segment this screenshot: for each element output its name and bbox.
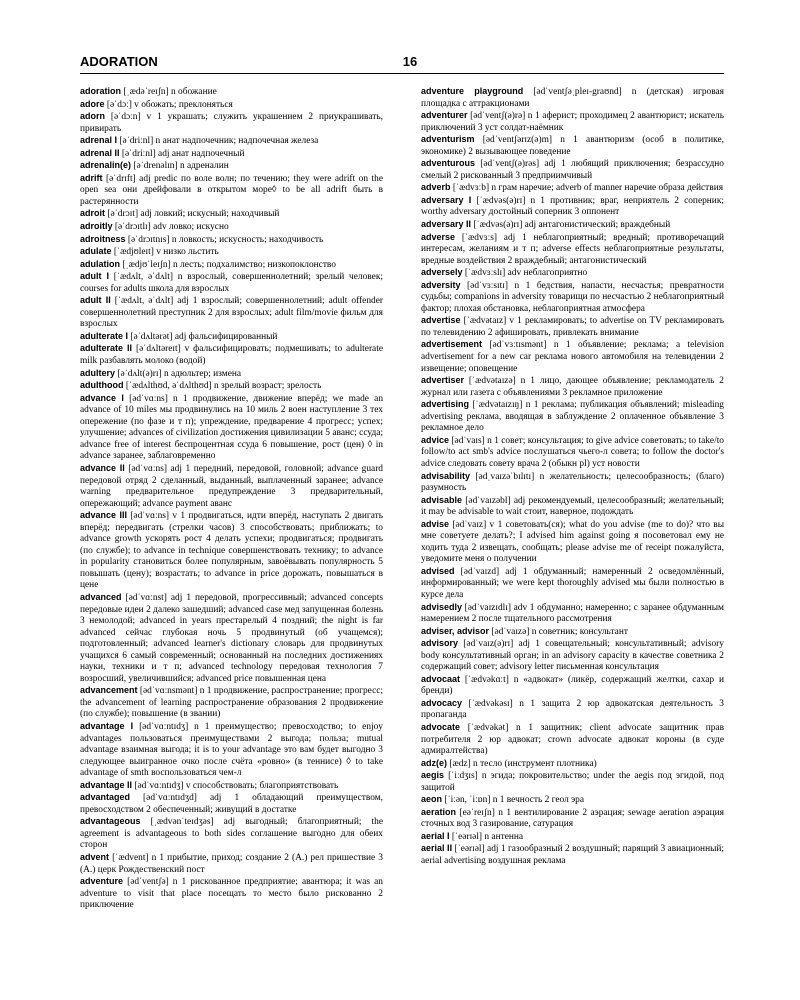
entry-headword: adventurous <box>421 158 476 169</box>
entry-headword: advised <box>421 565 455 576</box>
entry-headword: advancement <box>80 685 138 696</box>
entry-definition: [ˈædʌlt, əˈdʌlt] n взрослый, совершеннолетний; зрелый человек; courses for adults школа для взрослых <box>80 272 383 294</box>
entry-definition: [əˈdʌlt(ə)rɪ] n адюльтер; измена <box>115 368 242 379</box>
dictionary-entry <box>80 295 383 331</box>
dictionary-entry <box>421 519 724 566</box>
dictionary-entry <box>421 182 724 195</box>
entry-definition: [ˈædvɜːs] adj 1 неблагоприятный; вредный; противоречащий интересам, желаниям и т п; adverse effects неблагоприятные результаты, вредные воздействия 2 враждебный; антагонистический <box>421 232 724 266</box>
guide-word: ADORATION <box>80 54 158 69</box>
entry-definition: [əˈdʌltəreɪt] v фальсифицировать; подмешивать; to adulterate milk разбавлять молоко (водой) <box>80 344 383 367</box>
dictionary-entry <box>80 510 383 592</box>
dictionary-entry <box>421 219 724 232</box>
dictionary-entry <box>80 393 383 463</box>
entry-headword: adult I <box>80 271 109 282</box>
entry-headword: advantaged <box>80 792 131 803</box>
dictionary-entry <box>80 111 383 135</box>
entry-definition: [ədˈventʃərɪz(ə)m] n 1 авантюризм (особ в политике, экономике) 2 вызывающее поведение <box>421 135 724 157</box>
entry-headword: adversary II <box>421 219 472 230</box>
entry-headword: advance II <box>80 462 125 473</box>
dictionary-entry <box>80 368 383 381</box>
entry-definition: [ædz] n тесло (инструмент плотника) <box>447 758 597 769</box>
dictionary-entry <box>421 435 724 471</box>
dictionary-entry <box>421 602 724 626</box>
entry-headword: adversely <box>421 267 463 278</box>
entry-definition: [əˈdrɔɪtlɪ] adv ловко; искусно <box>112 222 229 233</box>
entry-definition: [ˈædvəkɑːt] n «адвокат» (ликёр, содержащий желтки, сахар и бренди) <box>421 674 724 697</box>
entry-headword: advance I <box>80 392 124 403</box>
dictionary-entry <box>421 195 724 219</box>
entry-definition: [ədˈventʃəˌpleɪ-graʊnd] n (детская) игровая площадка с аттракционами <box>421 87 724 109</box>
entry-definition: [ədˈvaɪz(ə)rɪ] adj 1 совещательный; консультативный; advisory body консультативный орган; in an advisory capacity в качестве советника 2 содержащий совет; advisory letter письменная консультация <box>421 639 724 673</box>
dictionary-entry <box>80 852 383 876</box>
entry-definition: [ədˈvaɪzə] n советник; консультант <box>489 626 628 637</box>
dictionary-entry <box>421 698 724 722</box>
entry-definition: [ədˈvaɪs] n 1 совет; консультация; to give advice советовать; to take/to follow/to act smb's advice послушаться чьего-л совета; to follow the doctor's advice следовать совету врача 2 (обыкн pl) уст новости <box>421 435 724 469</box>
dictionary-entry <box>80 592 383 685</box>
entry-headword: adorn <box>80 111 106 122</box>
entry-headword: aerial I <box>421 830 450 841</box>
entry-definition: [ədˈvɜːsɪtɪ] n 1 бедствия, напасти, несчастья; превратности судьбы; companions in adversity товарищи по несчастью 2 неблагоприятный фактор; плохая обстановка, неблагоприятная атмосфера <box>421 280 724 314</box>
entry-definition: [ədˈvɜːtɪsmənt] n 1 объявление; реклама; a television advertisement for a new car реклама нового автомобиля на телевидении 2 извещение; оповещение <box>421 340 724 374</box>
entry-definition: [ˈædvɜːslɪ] adv неблагоприятно <box>462 268 588 279</box>
dictionary-entry <box>80 173 383 209</box>
entry-definition: [əˈdʌltərət] adj фальсифицированный <box>128 331 278 342</box>
dictionary-entry <box>80 792 383 816</box>
dictionary-entry <box>80 99 383 112</box>
entry-headword: advice <box>421 434 450 445</box>
dictionary-entry <box>421 158 724 182</box>
right-column <box>421 86 724 868</box>
dictionary-entry <box>80 259 383 272</box>
dictionary-entry <box>80 160 383 173</box>
dictionary-entry <box>421 638 724 674</box>
entry-definition: [ədˈvɑːntɪdʒd] adj 1 обладающий преимуществом, превосходством 2 обеспеченный; живущий в достатке <box>80 793 383 815</box>
entry-headword: adulate <box>80 246 112 257</box>
entry-definition: [əˈdrɪft] adj predic по воле волн; по течению; they were adrift on the open sea они дрейфовали в открытом море◊ to be all adrift быть в растерянности <box>80 173 383 207</box>
entry-definition: [ədˌvaɪzəˈbɪlɪtɪ] n желательность; целесообразность; (благо) разумность <box>421 471 724 494</box>
entry-definition: [ədˈvɑːnst] adj 1 передовой, прогрессивный; advanced concepts передовые идеи 2 далеко зашедший; advanced case мед запущенная болезнь 3 немолодой; advanced in years престарелый 4 поздний; the night is far advanced сейчас глубокая ночь 5 продвинутый (об учащемся); подготовленный; advanced learner's dictionary словарь для продвинутых учащихся 6 самый современный; основанный на последних достижениях науки, техники и т п; advanced technology передовая технология 7 возросший, увеличившийся; advanced price повышенная цена <box>80 592 383 684</box>
entry-headword: adoration <box>80 86 122 96</box>
entry-definition: [ˈædjʊleɪt] v низко льстить <box>111 247 219 258</box>
entry-headword: adulation <box>80 258 120 269</box>
dictionary-entry <box>80 463 383 510</box>
dictionary-entry <box>421 843 724 867</box>
entry-definition: [ədˈvɑːns] adj 1 передний, передовой, головной; advance guard передовой отряд 2 сделанный, выданный, выплаченный заранее; advance warning предварительное предупреждение 3 предварительный, опережающий; advance payment аванс <box>80 463 383 509</box>
entry-definition: [ədˈvɑːns] n 1 продвижение, движение вперёд; we made an advance of 10 miles мы продвинулись на 10 миль 2 воен наступление 3 тех опережение (по фазе и т п); упреждение, предварение 4 прогресс; успех; улучшение; advances of civilization достижения цивилизации 5 аванс; ссуда; advance free of interest беспроцентная ссуда 6 повышение, рост (цен) ◊ in advance заранее, заблаговременно <box>80 393 384 462</box>
entry-headword: advocaat <box>421 673 461 684</box>
entry-definition: [ˈædʌlt, əˈdʌlt] adj 1 взрослый; совершеннолетний; adult offender совершеннолетний преступник 2 для взрослых; adult film/movie фильм для взрослых <box>80 296 383 330</box>
dictionary-entry <box>421 375 724 399</box>
dictionary-entry <box>80 876 383 912</box>
entry-headword: advisedly <box>421 601 463 612</box>
entry-headword: advisability <box>421 470 471 481</box>
entry-headword: adrenalin(e) <box>80 160 132 171</box>
entry-headword: advertising <box>421 399 470 410</box>
entry-definition: [ədˈventʃ(ə)rə] n 1 аферист; проходимец 2 авантюрист; искатель приключений 3 уст солдат-наёмник <box>421 111 724 133</box>
dictionary-entry <box>80 816 383 852</box>
header-rule <box>80 73 724 74</box>
dictionary-entry <box>80 208 383 221</box>
entry-definition: [əˈdrenəlɪn] n адреналин <box>131 161 229 172</box>
dictionary-entry <box>421 339 724 375</box>
entry-headword: advanced <box>80 591 122 602</box>
entry-headword: aegis <box>421 770 445 781</box>
dictionary-entry <box>80 380 383 393</box>
entry-headword: adrenal II <box>80 147 120 158</box>
entry-headword: aerial II <box>421 843 453 854</box>
entry-definition: [ədˈventʃə] n 1 рискованное предприятие; авантюра; it was an adventure to visit that place посещать то место было рискованно 2 приключение <box>80 877 383 911</box>
dictionary-entry <box>421 86 724 110</box>
entry-definition: [əˈdɔː] v обожать; преклоняться <box>104 99 233 110</box>
entry-definition: [əˈdriːnl] adj анат надпочечный <box>119 148 245 159</box>
entry-headword: adviser, advisor <box>421 625 490 636</box>
entry-headword: advertise <box>421 315 461 326</box>
dictionary-entry <box>421 267 724 280</box>
dictionary-entry <box>80 221 383 234</box>
dictionary-entry <box>80 234 383 247</box>
entry-definition: [ˈædvɜːb] n грам наречие; adverb of manner наречие образа действия <box>450 183 724 194</box>
entry-headword: adrift <box>80 172 103 183</box>
entry-definition: [ədˈvaɪzɪdlɪ] adv 1 обдуманно; намеренно; с заранее обдуманным намерением 2 после тщательного рассмотрения <box>421 602 724 625</box>
entry-headword: advisory <box>421 638 459 649</box>
entry-definition: [ˌædjʊˈleɪʃn] n лесть; подхалимство; низкопоклонство <box>120 259 336 270</box>
entry-headword: adore <box>80 98 105 109</box>
entry-definition: [ədˈventʃ(ə)rəs] adj 1 любящий приключения; безрассудно смелый 2 рискованный 3 предприимчивый <box>421 159 724 181</box>
entry-definition: [əˈdɔːn] v 1 украшать; служить украшением 2 приукрашивать, привирать <box>80 112 383 134</box>
dictionary-entry <box>80 343 383 367</box>
entry-headword: adventurism <box>421 134 475 145</box>
entry-headword: adult II <box>80 295 111 306</box>
entry-headword: advocate <box>421 721 461 732</box>
entry-definition: [ədˈvaɪz] v 1 советовать(ся); what do you advise (me to do)? что вы мне советуете делать?; I advised him against going я посоветовал ему не ходить туда 2 извещать, сообщать; please advise me of receipt пожалуйста, уведомите меня о получении <box>421 519 724 565</box>
dictionary-entry <box>80 685 383 721</box>
entry-headword: adventure <box>80 876 124 887</box>
dictionary-entry <box>421 232 724 268</box>
page-number: 16 <box>402 54 418 69</box>
entry-headword: adz(e) <box>421 757 448 768</box>
dictionary-entry <box>421 831 724 844</box>
dictionary-entry <box>421 807 724 831</box>
dictionary-entry <box>80 721 383 780</box>
entry-definition: [ədˈvɑːntɪdʒ] n 1 преимущество; превосходство; to enjoy advantages пользоваться преимуществами 2 выгода; польза; mutual advantage взаимная выгода; it is to your advantage это вам будет выгодно 3 следующее выигранное очко после счёта «ровно» (в теннисе) ◊ to take advantage of smth воспользоваться чем-л <box>80 721 383 779</box>
entry-definition: [ədˈvɑːnsmənt] n 1 продвижение, распространение; прогресс; the advancement of learning распространение образования 2 продвижение (по службе); повышение (в звании) <box>80 686 383 720</box>
dictionary-entry <box>421 399 724 435</box>
entry-definition: [ˈædvətaɪzɪŋ] n 1 реклама; публикация объявлений; misleading advertising реклама, вводящая в заблуждение 2 оплаченное объявление 3 рекламное дело <box>421 400 724 434</box>
dictionary-entry <box>421 471 724 495</box>
entry-headword: adversity <box>421 279 461 290</box>
entry-definition: [ˌædvənˈteɪdʒəs] adj выгодный; благоприятный; the agreement is advantageous to both sides соглашение выгодно для обеих сторон <box>80 817 383 851</box>
entry-definition: [əˈdriːnl] n анат надпочечник; надпочечная железа <box>117 136 319 147</box>
entry-definition: [ˈædvəs(ə)rɪ] n 1 противник; враг, неприятель 2 соперник; worthy adversary достойный соперник 3 оппонент <box>421 195 724 218</box>
entry-headword: adverb <box>421 182 451 193</box>
entry-headword: adrenal I <box>80 135 118 146</box>
dictionary-entry <box>80 331 383 344</box>
entry-headword: adroitly <box>80 221 113 232</box>
entry-headword: adverse <box>421 231 456 242</box>
entry-definition: [ˈiːdʒɪs] n эгида; покровительство; under the aegis под эгидой, под защитой <box>421 771 724 793</box>
entry-headword: advocacy <box>421 697 463 708</box>
entry-definition: [ˈeərɪəl] n антенна <box>449 831 524 842</box>
entry-definition: [ˈeərɪəl] adj 1 газообразный 2 воздушный; парящий 3 авиационный; aerial advertising воздушная реклама <box>421 844 725 866</box>
entry-definition: [ədˈvɑːns] v 1 продвигаться, идти вперёд, наступать 2 двигать вперёд; передвигать (стрелки часов) 3 способствовать; приближать; to advance growth ускорять рост 4 делать успехи; продвигаться; продвигать (по службе); to advance in technique совершенствовать технику; to advance in popularity становиться более популярным, завоёвывать популярность 5 повышать (цену); возрастать; to advance in price дорожать, повышаться в цене <box>80 511 383 591</box>
entry-definition: [ˈædvəkəsɪ] n 1 защита 2 юр адвокатская деятельность 3 пропаганда <box>421 698 724 721</box>
entry-headword: advisable <box>421 494 463 505</box>
dictionary-entry <box>80 780 383 793</box>
entry-headword: advertisement <box>421 339 483 350</box>
entry-definition: [ˈædvəs(ə)rɪ] adj антагонистический; враждебный <box>471 220 671 231</box>
entry-definition: [ədˈvaɪzd] adj 1 обдуманный; намеренный 2 осведомлённый, информированный; we were kept thoroughly advised мы были полностью в курсе дела <box>421 566 724 600</box>
dictionary-entry <box>80 135 383 148</box>
entry-definition: [ˈiːən, ˈiːɒn] n 1 вечность 2 геол эра <box>442 795 584 806</box>
entry-headword: aeration <box>421 806 457 817</box>
dictionary-entry <box>421 770 724 794</box>
entry-definition: [ˈædvəkət] n 1 защитник; client advocate защитник прав потребителя 2 юр адвокат; crown advocate адвокат короны (в суде адмиралтейства) <box>421 722 724 757</box>
entry-headword: adventurer <box>421 110 468 121</box>
dictionary-entry <box>421 674 724 698</box>
entry-headword: advent <box>80 852 110 862</box>
entry-definition: [ˈædʌlthʊd, əˈdʌlthʊd] n зрелый возраст; зрелость <box>123 381 322 392</box>
dictionary-entry <box>80 271 383 295</box>
entry-headword: adversary I <box>421 194 472 205</box>
entry-definition: [ədˈvɑːntɪdʒ] v способствовать; благоприятствовать <box>132 780 339 791</box>
dictionary-entry <box>80 86 383 99</box>
entry-headword: advantageous <box>80 816 141 827</box>
dictionary-entry <box>421 626 724 639</box>
entry-headword: adulterate II <box>80 343 133 354</box>
entry-definition: [ədˈvaɪzəbl] adj рекомендуемый, целесообразный; желательный; it may be advisable to wait стоит, наверное, подождать <box>421 495 724 518</box>
entry-headword: advance III <box>80 510 127 521</box>
dictionary-entry <box>421 566 724 602</box>
dictionary-entry <box>80 148 383 161</box>
entry-definition: [ˈædvətaɪz] v 1 рекламировать; to advertise on TV рекламировать по телевидению 2 афишировать, привлекать внимание <box>421 316 724 338</box>
dictionary-entry <box>421 495 724 519</box>
entry-definition: [eəˈreɪʃn] n 1 вентилирование 2 аэрация; sewage aeration аэрация сточных вод 3 газирование, сатурация <box>421 807 724 830</box>
dictionary-entry <box>421 794 724 807</box>
dictionary-entry <box>421 315 724 339</box>
entry-headword: adulthood <box>80 380 124 391</box>
dictionary-entry <box>421 134 724 158</box>
entry-headword: adventure playground <box>421 86 524 96</box>
entry-definition: [əˈdrɔɪtnɪs] n ловкость; искусность; находчивость <box>125 234 324 245</box>
entry-definition: [ˌædəˈreɪʃn] n обожание <box>121 87 217 97</box>
entry-definition: [ˈædvətaɪzə] n 1 лицо, дающее объявление; рекламодатель 2 журнал или газета с объявлениями 3 рекламное приложение <box>421 376 724 398</box>
entry-headword: adulterate I <box>80 330 129 341</box>
entry-headword: adroitness <box>80 233 126 244</box>
dictionary-entry <box>80 246 383 259</box>
entry-headword: advantage II <box>80 779 133 790</box>
left-column <box>80 86 383 912</box>
dictionary-entry <box>421 280 724 316</box>
entry-definition: [əˈdrɔɪt] adj ловкий; искусный; находчивый <box>105 209 280 220</box>
entry-headword: adultery <box>80 367 116 378</box>
entry-definition: [ˈædvent] n 1 прибытие, приход; создание 2 (A.) рел пришествие 3 (A.) церк Рождественский пост <box>80 853 383 875</box>
entry-headword: advise <box>421 518 450 529</box>
entry-headword: advantage I <box>80 720 134 731</box>
entry-headword: adroit <box>80 208 106 219</box>
dictionary-entry <box>421 722 724 758</box>
entry-headword: advertiser <box>421 375 465 386</box>
dictionary-entry <box>421 758 724 771</box>
entry-headword: aeon <box>421 794 443 805</box>
dictionary-entry <box>421 110 724 134</box>
